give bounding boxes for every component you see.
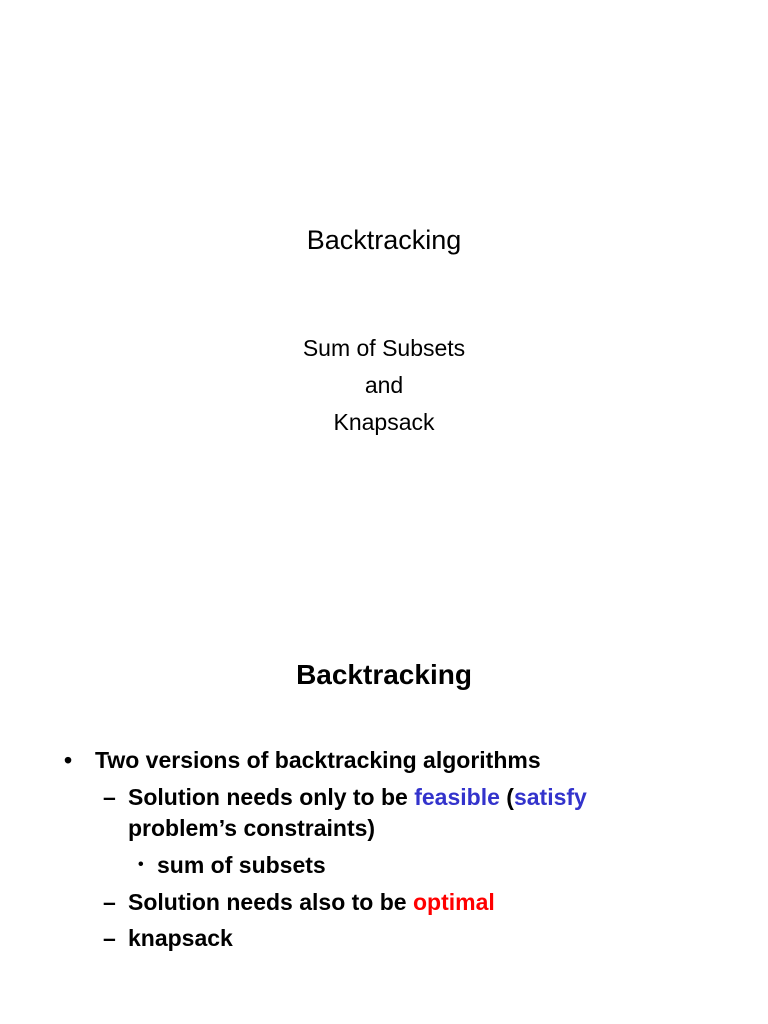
subtitle-line-1: Sum of Subsets (302, 335, 466, 361)
slide-title-heading: Backtracking (306, 225, 462, 255)
sub-sub-item-sum-of-subsets: sum of subsets (157, 852, 326, 878)
sub-item-optimal-prefix: Solution needs also to be (128, 889, 413, 915)
paren-open: ( (499, 784, 514, 810)
subtitle-line-2: and (364, 372, 404, 398)
slide-subtitle (0, 330, 768, 441)
subtitle-line-3: Knapsack (333, 409, 435, 435)
sub-bullet-marker: • (138, 856, 144, 873)
satisfy-highlight: satisfy (513, 784, 587, 810)
sub-item-feasible (128, 782, 587, 812)
slide-heading: Backtracking (296, 659, 472, 690)
sub-item-feasible-prefix: Solution needs only to be (128, 784, 415, 810)
sub-item-knapsack: knapsack (128, 925, 233, 951)
sub-item-feasible-continuation: problem’s constraints) (128, 815, 376, 841)
dash-marker: – (103, 784, 116, 810)
bullet-text-two-versions: Two versions of backtracking algorithms (95, 747, 541, 773)
slide-backtracking-versions (0, 512, 768, 1024)
dash-marker: – (103, 889, 116, 915)
dash-marker: – (103, 925, 116, 951)
optimal-highlight: optimal (412, 889, 495, 915)
feasible-highlight: feasible (414, 784, 500, 810)
bullet-marker: • (64, 747, 73, 773)
sub-item-optimal (128, 887, 495, 917)
